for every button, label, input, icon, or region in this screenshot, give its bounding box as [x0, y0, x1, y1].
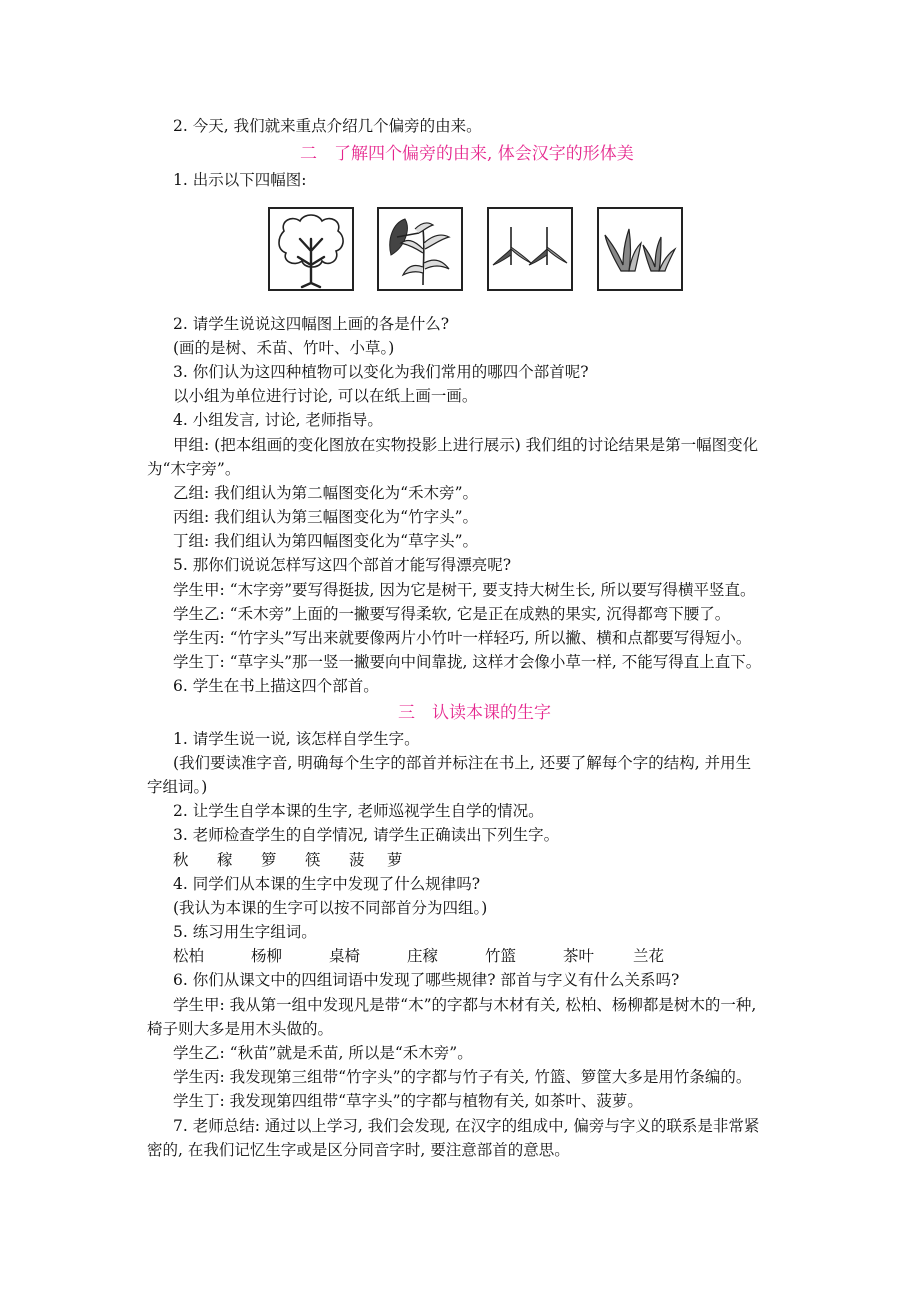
word-list-row	[173, 946, 664, 966]
text-line: 丙组: 我们组认为第三幅图变化为“竹字头”。	[173, 508, 478, 526]
text-line: 甲组: (把本组画的变化图放在实物投影上进行展示) 我们组的讨论结果是第一幅图变化	[173, 436, 759, 454]
text-line: 5. 那你们说说怎样写这四个部首才能写得漂亮呢?	[173, 556, 512, 574]
text-line: 4. 小组发言, 讨论, 老师指导。	[173, 411, 383, 429]
tree-picture	[268, 207, 354, 291]
text-line: 2. 今天, 我们就来重点介绍几个偏旁的由来。	[173, 117, 482, 135]
word: 桌椅	[329, 947, 361, 965]
text-line: 学生丙: “竹字头”写出来就要像两片小竹叶一样轻巧, 所以撇、横和点都要写得短小。	[173, 629, 752, 647]
text-line: 3. 你们认为这四种植物可以变化为我们常用的哪四个部首呢?	[173, 363, 589, 381]
character: 萝	[387, 851, 403, 869]
text-line: 5. 练习用生字组词。	[173, 923, 317, 941]
text-line: (我认为本课的生字可以按不同部首分为四组。)	[173, 899, 488, 917]
text-line: 密的, 在我们记忆生字或是区分同音字时, 要注意部首的意思。	[147, 1141, 570, 1159]
character: 稼	[217, 851, 233, 869]
word: 兰花	[633, 947, 665, 965]
text-line: 字组词。)	[147, 778, 208, 796]
character: 秋	[173, 851, 189, 869]
character: 菠	[349, 851, 365, 869]
text-line: 3. 老师检查学生的自学情况, 请学生正确读出下列生字。	[173, 826, 560, 844]
text-line: (我们要读准字音, 明确每个生字的部首并标注在书上, 还要了解每个字的结构, 并用生	[173, 754, 752, 772]
text-line: 学生丁: “草字头”那一竖一撇要向中间靠拢, 这样才会像小草一样, 不能写得直上直下。	[173, 653, 762, 671]
word: 庄稼	[407, 947, 439, 965]
text-line: 2. 让学生自学本课的生字, 老师巡视学生自学的情况。	[173, 802, 544, 820]
text-line: 6. 你们从课文中的四组词语中发现了哪些规律? 部首与字义有什么关系吗?	[173, 971, 680, 989]
word: 杨柳	[251, 947, 283, 965]
seedling-picture	[377, 207, 463, 291]
text-line: 1. 请学生说一说, 该怎样自学生字。	[173, 730, 420, 748]
text-line: 学生甲: “木字旁”要写得挺拔, 因为它是树干, 要支持大树生长, 所以要写得横平竖直。	[173, 581, 756, 599]
text-line: 学生丙: 我发现第三组带“竹字头”的字都与竹子有关, 竹篮、箩筐大多是用竹条编的。	[173, 1068, 752, 1086]
text-line: 7. 老师总结: 通过以上学习, 我们会发现, 在汉字的组成中, 偏旁与字义的联系是非常紧	[173, 1117, 760, 1135]
text-line: 以小组为单位进行讨论, 可以在纸上画一画。	[173, 387, 478, 405]
text-line: 乙组: 我们组认为第二幅图变化为“禾木旁”。	[173, 484, 478, 502]
section-heading-2: 二 了解四个偏旁的由来, 体会汉字的形体美	[300, 144, 634, 164]
text-line: (画的是树、禾苗、竹叶、小草。)	[173, 339, 395, 357]
text-line: 学生甲: 我从第一组中发现凡是带“木”的字都与木材有关, 松柏、杨柳都是树木的一种,	[173, 996, 757, 1014]
character: 箩	[261, 851, 277, 869]
word: 茶叶	[563, 947, 595, 965]
text-line: 丁组: 我们组认为第四幅图变化为“草字头”。	[173, 532, 478, 550]
new-characters-row	[173, 850, 403, 870]
grass-picture	[597, 207, 683, 291]
word: 竹篮	[485, 947, 517, 965]
text-line: 4. 同学们从本课的生字中发现了什么规律吗?	[173, 875, 481, 893]
grass-icon	[599, 209, 681, 289]
text-line: 学生乙: “秋苗”就是禾苗, 所以是“禾木旁”。	[173, 1044, 473, 1062]
grain-seedling-icon	[379, 209, 461, 289]
character: 筷	[305, 851, 321, 869]
text-line: 1. 出示以下四幅图:	[173, 171, 307, 189]
text-line: 椅子则大多是用木头做的。	[147, 1020, 334, 1038]
tree-icon	[270, 209, 352, 289]
word: 松柏	[173, 947, 205, 965]
text-line: 6. 学生在书上描这四个部首。	[173, 677, 379, 695]
text-line: 学生乙: “禾木旁”上面的一撇要写得柔软, 它是正在成熟的果实, 沉得都弯下腰了。	[173, 605, 731, 623]
bamboo-picture	[487, 207, 573, 291]
text-line: 2. 请学生说说这四幅图上画的各是什么?	[173, 315, 450, 333]
section-heading-3: 三 认读本课的生字	[398, 703, 551, 723]
text-line: 为“木字旁”。	[147, 460, 241, 478]
text-line: 学生丁: 我发现第四组带“草字头”的字都与植物有关, 如茶叶、菠萝。	[173, 1092, 643, 1110]
bamboo-leaf-icon	[489, 209, 571, 289]
